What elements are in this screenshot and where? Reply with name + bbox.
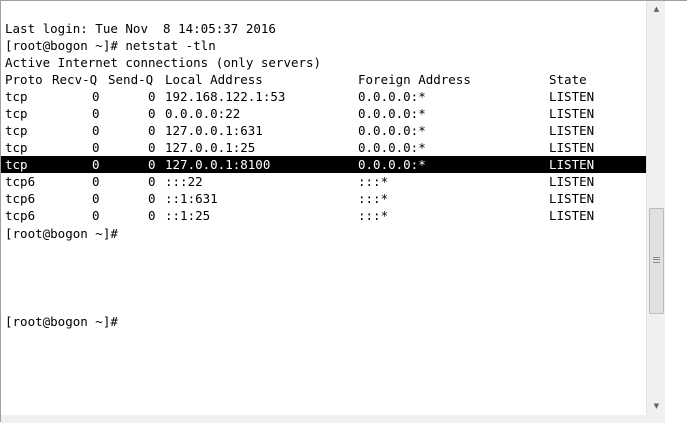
row-proto: tcp bbox=[5, 89, 28, 104]
last-login-text: Last login: Tue Nov 8 14:05:37 2016 bbox=[5, 21, 276, 36]
row-proto: tcp bbox=[5, 140, 28, 155]
row-recv: 0 bbox=[92, 140, 100, 155]
table-row[interactable] bbox=[1, 88, 646, 105]
scroll-grip-icon bbox=[653, 257, 660, 263]
output-title: Active Internet connections (only servers) bbox=[5, 55, 322, 70]
table-row[interactable] bbox=[1, 105, 646, 122]
row-send: 0 bbox=[148, 106, 156, 121]
row-recv: 0 bbox=[92, 174, 100, 189]
scroll-thumb[interactable] bbox=[649, 208, 664, 314]
row-foreign: 0.0.0.0:* bbox=[358, 123, 426, 138]
row-send: 0 bbox=[148, 89, 156, 104]
row-local: 127.0.0.1:631 bbox=[165, 123, 263, 138]
row-foreign: :::* bbox=[358, 208, 389, 223]
row-state: LISTEN bbox=[549, 89, 595, 104]
row-send: 0 bbox=[148, 157, 156, 172]
row-proto: tcp6 bbox=[5, 191, 36, 206]
row-send: 0 bbox=[148, 174, 156, 189]
row-state: LISTEN bbox=[549, 140, 595, 155]
row-proto: tcp bbox=[5, 157, 28, 172]
row-send: 0 bbox=[148, 191, 156, 206]
command-text: [root@bogon ~]# netstat -tln bbox=[5, 38, 216, 53]
row-state: LISTEN bbox=[549, 123, 595, 138]
row-proto: tcp bbox=[5, 123, 28, 138]
header-send: Send-Q bbox=[108, 72, 154, 87]
row-state: LISTEN bbox=[549, 174, 595, 189]
row-foreign: 0.0.0.0:* bbox=[358, 157, 426, 172]
table-row[interactable] bbox=[1, 139, 646, 156]
output-title-line bbox=[1, 54, 646, 71]
table-row[interactable] bbox=[1, 122, 646, 139]
row-recv: 0 bbox=[92, 106, 100, 121]
row-state: LISTEN bbox=[549, 157, 595, 172]
header-proto: Proto bbox=[5, 72, 43, 87]
row-foreign: 0.0.0.0:* bbox=[358, 89, 426, 104]
row-send: 0 bbox=[148, 123, 156, 138]
row-local: 127.0.0.1:25 bbox=[165, 140, 256, 155]
row-local: 127.0.0.1:8100 bbox=[165, 157, 271, 172]
last-login-line bbox=[1, 20, 646, 37]
shell-prompt-current[interactable] bbox=[1, 313, 646, 330]
row-foreign: 0.0.0.0:* bbox=[358, 140, 426, 155]
row-local: ::1:25 bbox=[165, 208, 211, 223]
header-foreign: Foreign Address bbox=[358, 72, 471, 87]
header-state: State bbox=[549, 72, 587, 87]
row-recv: 0 bbox=[92, 89, 100, 104]
row-state: LISTEN bbox=[549, 106, 595, 121]
row-send: 0 bbox=[148, 140, 156, 155]
window-right-margin bbox=[665, 1, 687, 423]
table-row[interactable] bbox=[1, 207, 646, 224]
row-proto: tcp bbox=[5, 106, 28, 121]
table-row[interactable] bbox=[1, 190, 646, 207]
row-local: 192.168.122.1:53 bbox=[165, 89, 286, 104]
table-row-selected[interactable] bbox=[1, 156, 646, 173]
shell-prompt bbox=[1, 225, 646, 242]
row-send: 0 bbox=[148, 208, 156, 223]
row-foreign: 0.0.0.0:* bbox=[358, 106, 426, 121]
table-header bbox=[1, 71, 646, 88]
header-local: Local Address bbox=[165, 72, 263, 87]
row-recv: 0 bbox=[92, 123, 100, 138]
row-proto: tcp6 bbox=[5, 208, 36, 223]
row-local: :::22 bbox=[165, 174, 203, 189]
header-recv: Recv-Q bbox=[52, 72, 98, 87]
row-proto: tcp6 bbox=[5, 174, 36, 189]
table-row[interactable] bbox=[1, 173, 646, 190]
row-recv: 0 bbox=[92, 191, 100, 206]
prompt-text: [root@bogon ~]# bbox=[5, 314, 118, 329]
row-recv: 0 bbox=[92, 208, 100, 223]
row-state: LISTEN bbox=[549, 208, 595, 223]
scroll-down-arrow-icon[interactable]: ▼ bbox=[653, 402, 660, 410]
command-line bbox=[1, 37, 646, 54]
row-state: LISTEN bbox=[549, 191, 595, 206]
vertical-scrollbar[interactable] bbox=[646, 1, 665, 415]
row-foreign: :::* bbox=[358, 191, 389, 206]
terminal-output[interactable] bbox=[1, 1, 646, 415]
row-local: 0.0.0.0:22 bbox=[165, 106, 241, 121]
row-foreign: :::* bbox=[358, 174, 389, 189]
prompt-text: [root@bogon ~]# bbox=[5, 226, 118, 241]
scroll-up-arrow-icon[interactable]: ▲ bbox=[653, 5, 660, 13]
row-recv: 0 bbox=[92, 157, 100, 172]
row-local: ::1:631 bbox=[165, 191, 218, 206]
